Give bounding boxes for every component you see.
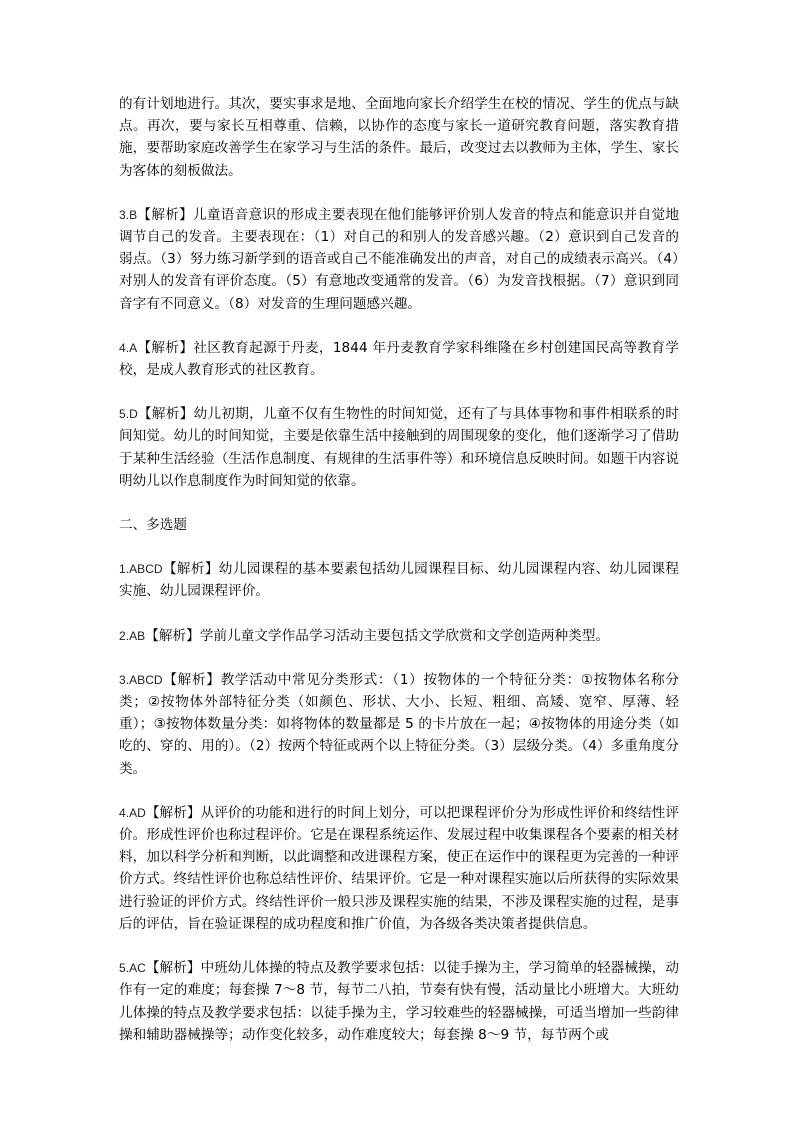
paragraph-continuation: [119, 93, 679, 182]
answer-label: 3.ABCD: [119, 672, 163, 687]
analysis-tag: 【解析】: [137, 406, 194, 423]
answer-multi-3: [119, 669, 679, 780]
analysis-tag: 【解析】: [162, 561, 219, 578]
analysis-tag: 【解析】: [137, 206, 193, 223]
answer-multi-5: [119, 957, 679, 1046]
document-page: [119, 93, 679, 1068]
analysis-tag: 【解析】: [145, 960, 201, 977]
section-heading-multiple-choice: 二、多选题: [119, 517, 187, 534]
analysis-text: 从评价的功能和进行的时间上划分，可以把课程评价分为形成性评价和终结性评价。形成性评价也称过程评价。它是在课程系统运作、发展过程中收集课程各个要素的相关材料，加以科学分析和判断，以此调整和改进课程方案，使正在运作中的课程更为完善的一种评价方式。终结性评价也称总结性评价、结果评价。它是一种对课程实施以后所获得的实际效果进行验证的评价方式。终结性评价一般只涉及课程实施的结果，不涉及课程实施的过程，是事后的评估，旨在验证课程的成功程度和推广价值，为各级各类决策者提供信息。: [119, 804, 679, 932]
analysis-tag: 【解析】: [137, 339, 194, 356]
analysis-text: 社区教育起源于丹麦，1844 年丹麦教育学家科维隆在乡村创建国民高等教育学校，是成人教育形式的社区教育。: [119, 339, 680, 379]
answer-label: 4.A: [119, 340, 138, 355]
answer-multi-4: [119, 802, 679, 935]
answer-multi-2: [119, 625, 679, 647]
answer-label: 5.D: [119, 407, 138, 422]
answer-label: 2.AB: [119, 628, 146, 643]
answer-label: 1.ABCD: [119, 562, 163, 577]
analysis-text: 教学活动中常见分类形式：（1）按物体的一个特征分类：①按物体名称分类；②按物体外部特征分类（如颜色、形状、大小、长短、粗细、高矮、宽窄、厚薄、轻重）；③按物体数量分类：如将物体的数量都是 5 的卡片放在一起；④按物体的用途分类（如吃的、穿的、用的）。（2）按两个特征或两个以上特征分类。（3）层级分类。（4）多重角度分类。: [119, 671, 680, 777]
answer-single-5: [119, 403, 679, 492]
analysis-tag: 【解析】: [145, 804, 201, 821]
analysis-text: 幼儿初期，儿童不仅有生物性的时间知觉，还有了与具体事物和事件相联系的时间知觉。幼儿的时间知觉，主要是依靠生活中接触到的周围现象的变化，他们逐渐学习了借助于某种生活经验（生活作息制度、有规律的生活事件等）和环境信息反映时间。如题干内容说明幼儿以作息制度作为时间知觉的依靠。: [119, 406, 680, 489]
answer-single-3: [119, 204, 679, 315]
answer-multi-1: [119, 558, 679, 602]
answer-label: 4.AD: [119, 805, 146, 820]
answer-label: 5.AC: [119, 961, 146, 976]
analysis-text: 儿童语音意识的形成主要表现在他们能够评价别人发音的特点和能意识并自觉地调节自己的发音。主要表现在：（1）对自己的和别人的发音感兴趣。（2）意识到自己发音的弱点。（3）努力练习新学到的语音或自己不能准确发出的声音，对自己的成绩表示高兴。（4）对别人的发音有评价态度。（5）有意地改变通常的发音。（6）为发音找根据。（7）意识到同音字有不同意义。（8）对发音的生理问题感兴趣。: [119, 206, 680, 312]
paragraph-text: 的有计划地进行。其次，要实事求是地、全面地向家长介绍学生在校的情况、学生的优点与缺点。再次，要与家长互相尊重、信赖，以协作的态度与家长一道研究教育问题，落实教育措施，要帮助家庭改善学生在家学习与生活的条件。最后，改变过去以教师为主体，学生、家长为客体的刻板做法。: [119, 96, 679, 179]
answer-single-4: [119, 337, 679, 381]
analysis-tag: 【解析】: [162, 671, 221, 688]
answer-label: 3.B: [119, 207, 138, 222]
analysis-text: 学前儿童文学作品学习活动主要包括文学欣赏和文学创造两种类型。: [199, 627, 610, 644]
analysis-text: 中班幼儿体操的特点及教学要求包括：以徒手操为主，学习简单的轻器械操，动作有一定的难度；每套操 7～8 节，每节二八拍，节奏有快有慢，活动量比小班增大。大班幼儿体操的特点及教学要求包括：以徒手操为主，学习较难些的轻器械操，可适当增加一些韵律操和辅助器械操等；动作变化较多，动作难度较大；每套操 8～9 节，每节两个或: [119, 960, 679, 1043]
analysis-text: 幼儿园课程的基本要素包括幼儿园课程目标、幼儿园课程内容、幼儿园课程实施、幼儿园课程评价。: [119, 561, 679, 600]
analysis-tag: 【解析】: [145, 627, 200, 644]
